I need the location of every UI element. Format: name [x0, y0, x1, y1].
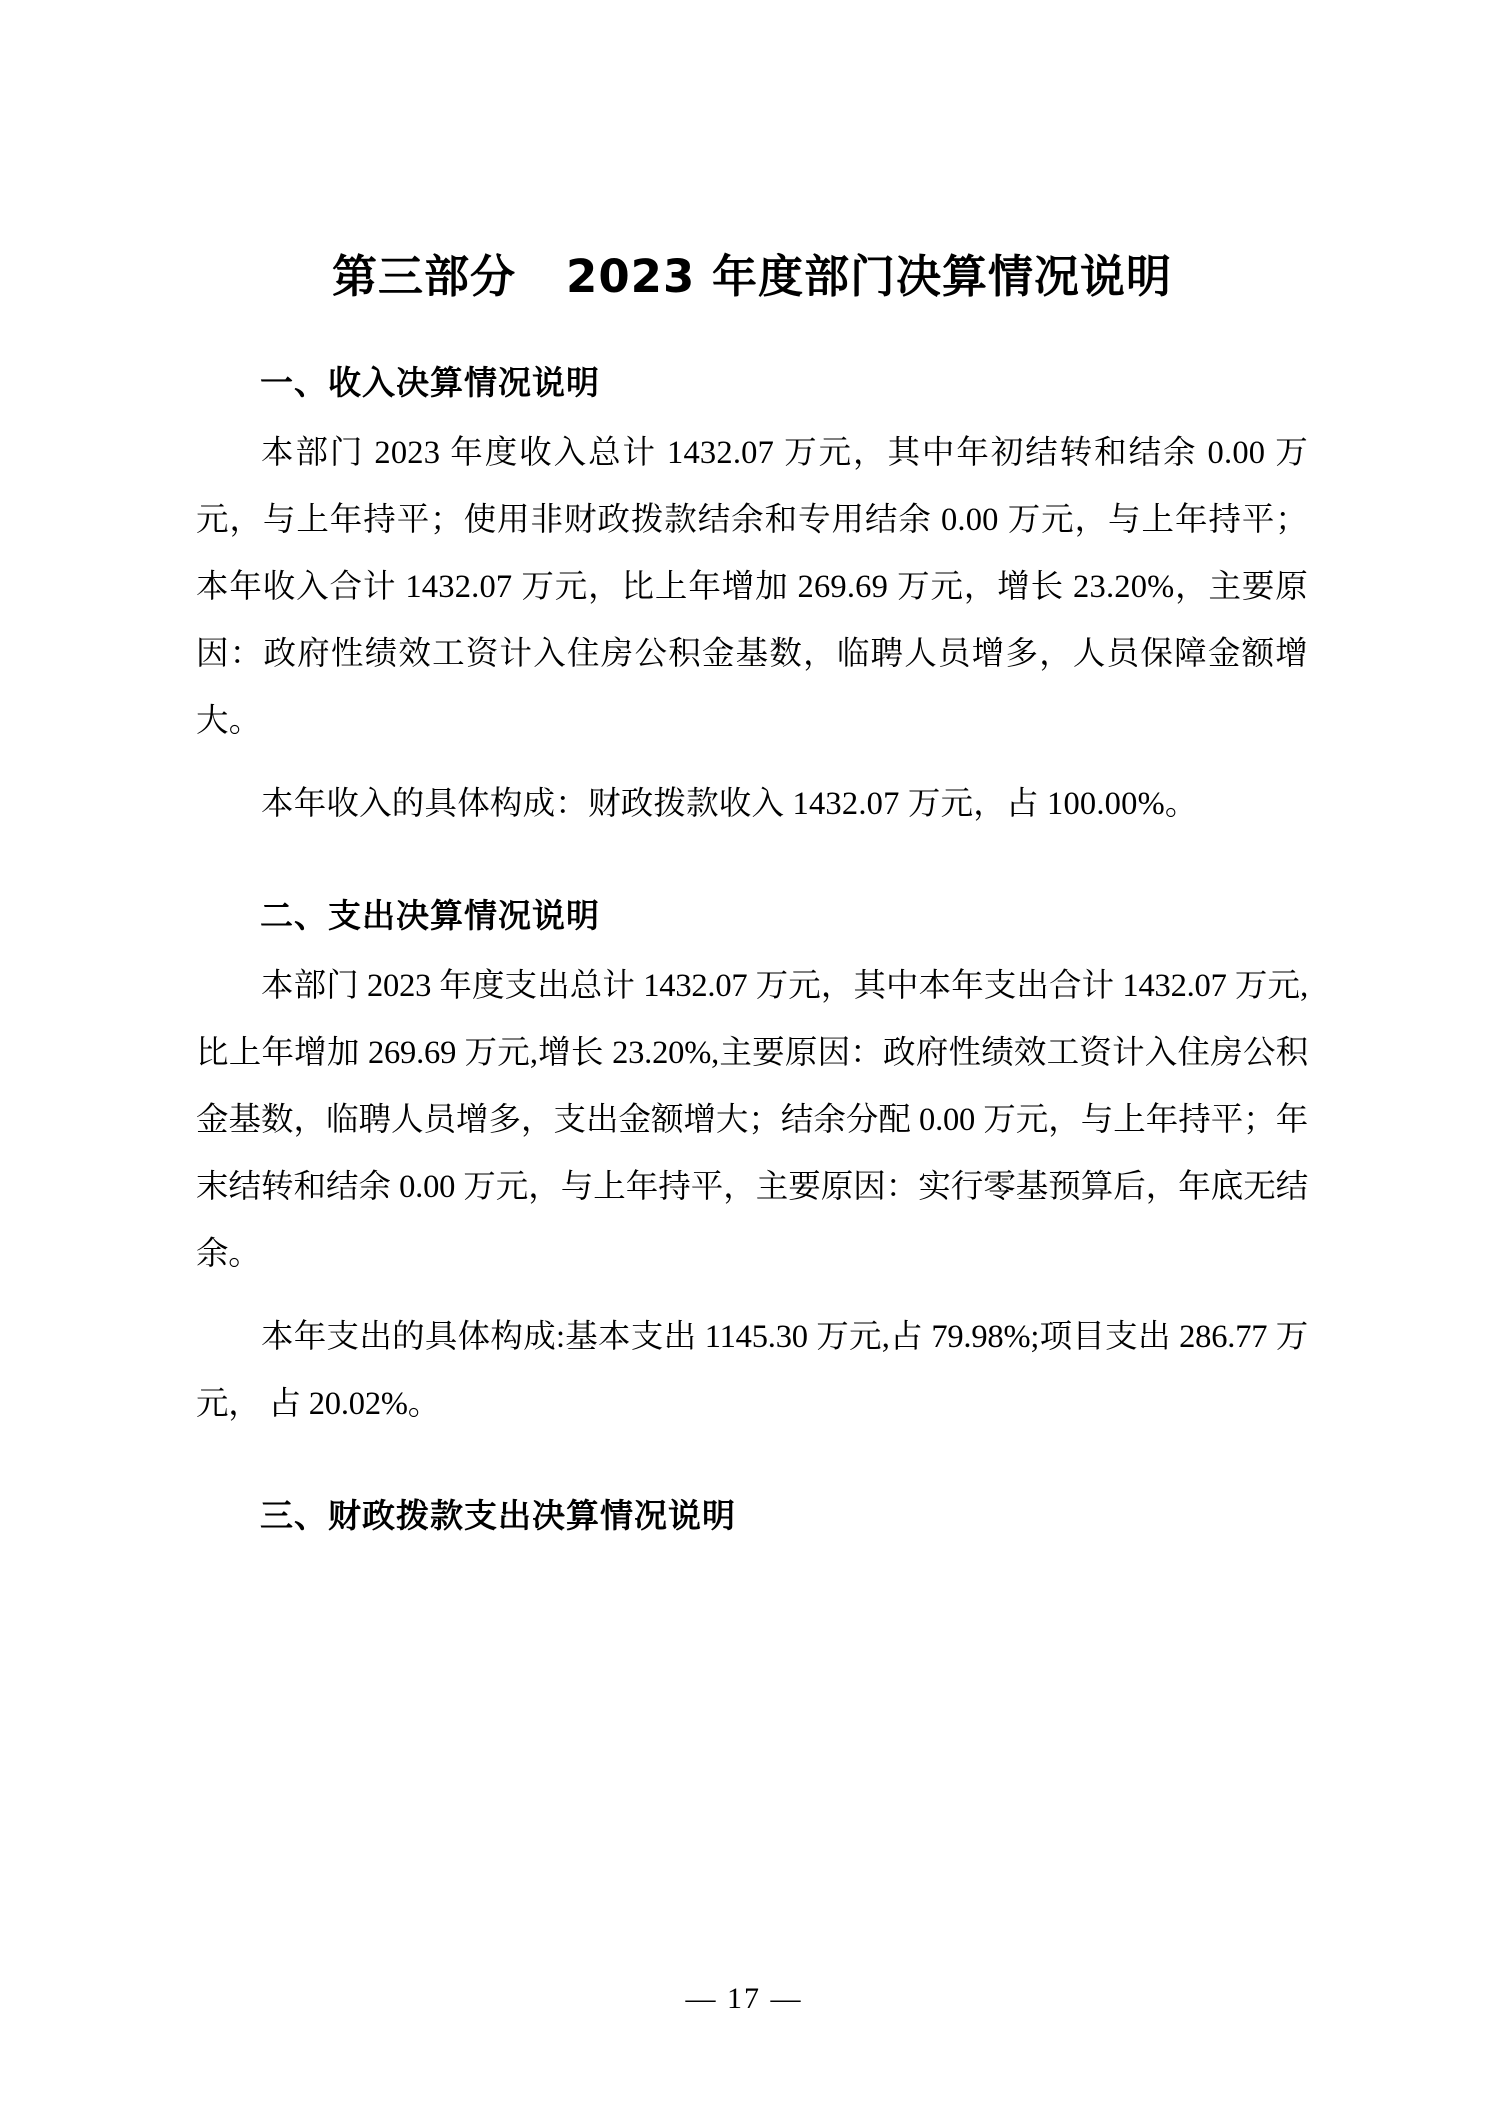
- paragraph-income-total: 本部门 2023 年度收入总计 1432.07 万元，其中年初结转和结余 0.00 万元，与上年持平；使用非财政拨款结余和专用结余 0.00 万元，与上年持平；本年收入合计 1432.07 万元，比上年增加 269.69 万元，增长 23.20%，主要原因：政府性绩效工资计入住房公积金基数，临聘人员增多，人员保障金额增大。: [196, 435, 1308, 739]
- paragraph-income-composition: 本年收入的具体构成：财政拨款收入 1432.07 万元，占 100.00%。: [261, 786, 1198, 822]
- page-number: — 17 —: [685, 1982, 803, 2015]
- paragraph-expenditure-composition: 本年支出的具体构成:基本支出 1145.30 万元,占 79.98%;项目支出 286.77 万元， 占 20.02%。: [196, 1319, 1308, 1422]
- section-heading-income: 一、收入决算情况说明: [260, 363, 600, 402]
- section-heading-fiscal-appropriation: 三、财政拨款支出决算情况说明: [260, 1496, 736, 1535]
- paragraph-expenditure-total: 本部门 2023 年度支出总计 1432.07 万元，其中本年支出合计 1432.07 万元,比上年增加 269.69 万元,增长 23.20%,主要原因：政府性绩效工资计入住房公积金基数，临聘人员增多，支出金额增大；结余分配 0.00 万元，与上年持平；年末结转和结余 0.00 万元，与上年持平，主要原因：实行零基预算后，年底无结余。: [196, 968, 1308, 1272]
- page-title: 第三部分 2023 年度部门决算情况说明: [332, 250, 1172, 303]
- document-body: [196, 0, 1308, 1537]
- section-heading-expenditure: 二、支出决算情况说明: [260, 896, 600, 935]
